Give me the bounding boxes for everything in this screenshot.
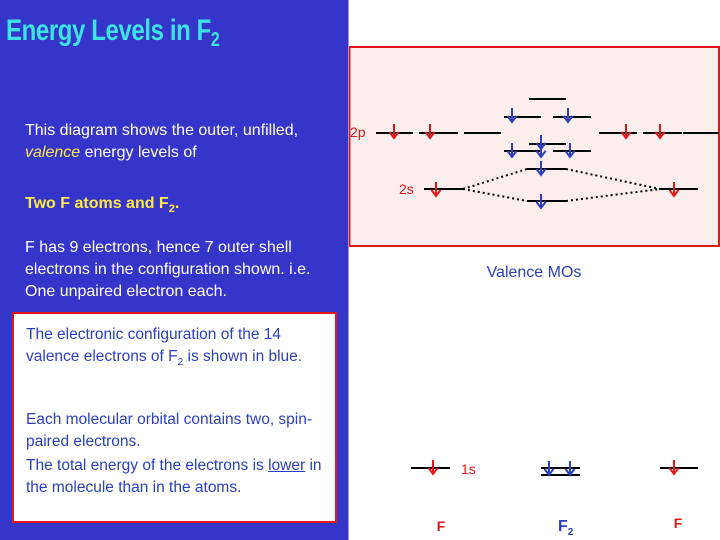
intro-text-end: energy levels of bbox=[80, 144, 197, 161]
label-1s: 1s bbox=[461, 461, 476, 477]
highlight-text: Two F atoms and F bbox=[25, 195, 169, 212]
highlight-period: . bbox=[174, 195, 180, 212]
note-energy-text: The total energy of the electrons is bbox=[26, 457, 269, 474]
intro-text: This diagram shows the outer, unfilled, bbox=[25, 122, 299, 139]
note-energy-end: in the molecule than in the atoms. bbox=[26, 457, 322, 496]
highlight-line bbox=[25, 193, 179, 220]
note-config-text: The electronic configuration of the 14 valence electrons of F bbox=[26, 326, 282, 365]
note-config-end: is shown in blue. bbox=[183, 347, 303, 365]
molecule-text: F bbox=[558, 518, 568, 535]
core-1s-levels bbox=[411, 468, 698, 475]
label-atom-right: F bbox=[673, 515, 683, 531]
note-box bbox=[12, 312, 337, 523]
label-2s: 2s bbox=[399, 181, 414, 197]
highlight-subscript: 2 bbox=[168, 203, 175, 216]
note-config bbox=[26, 324, 326, 373]
mo-diagram bbox=[349, 0, 720, 540]
intro-paragraph bbox=[25, 120, 325, 164]
note-spin-paired: Each molecular orbital contains two, spin-paired electrons. bbox=[26, 411, 313, 450]
valence-box bbox=[350, 47, 720, 246]
slide-title bbox=[6, 14, 219, 52]
title-text: Energy Levels in F bbox=[6, 14, 211, 47]
electrons-paragraph: F has 9 electrons, hence 7 outer shell electrons in the configuration shown. i.e. One unpaired electron each. bbox=[25, 239, 311, 300]
note-energy bbox=[26, 455, 326, 498]
label-2p: 2p bbox=[350, 124, 366, 140]
left-panel bbox=[0, 0, 348, 540]
note-energy-underlined: lower bbox=[268, 457, 306, 474]
label-molecule bbox=[558, 518, 574, 538]
intro-emphasis: valence bbox=[25, 144, 81, 161]
title-subscript: 2 bbox=[210, 29, 220, 51]
molecule-subscript: 2 bbox=[567, 527, 574, 538]
caption-valence-mos: Valence MOs bbox=[486, 264, 582, 281]
note-config-subscript: 2 bbox=[177, 356, 184, 368]
label-atom-left: F bbox=[436, 518, 446, 534]
